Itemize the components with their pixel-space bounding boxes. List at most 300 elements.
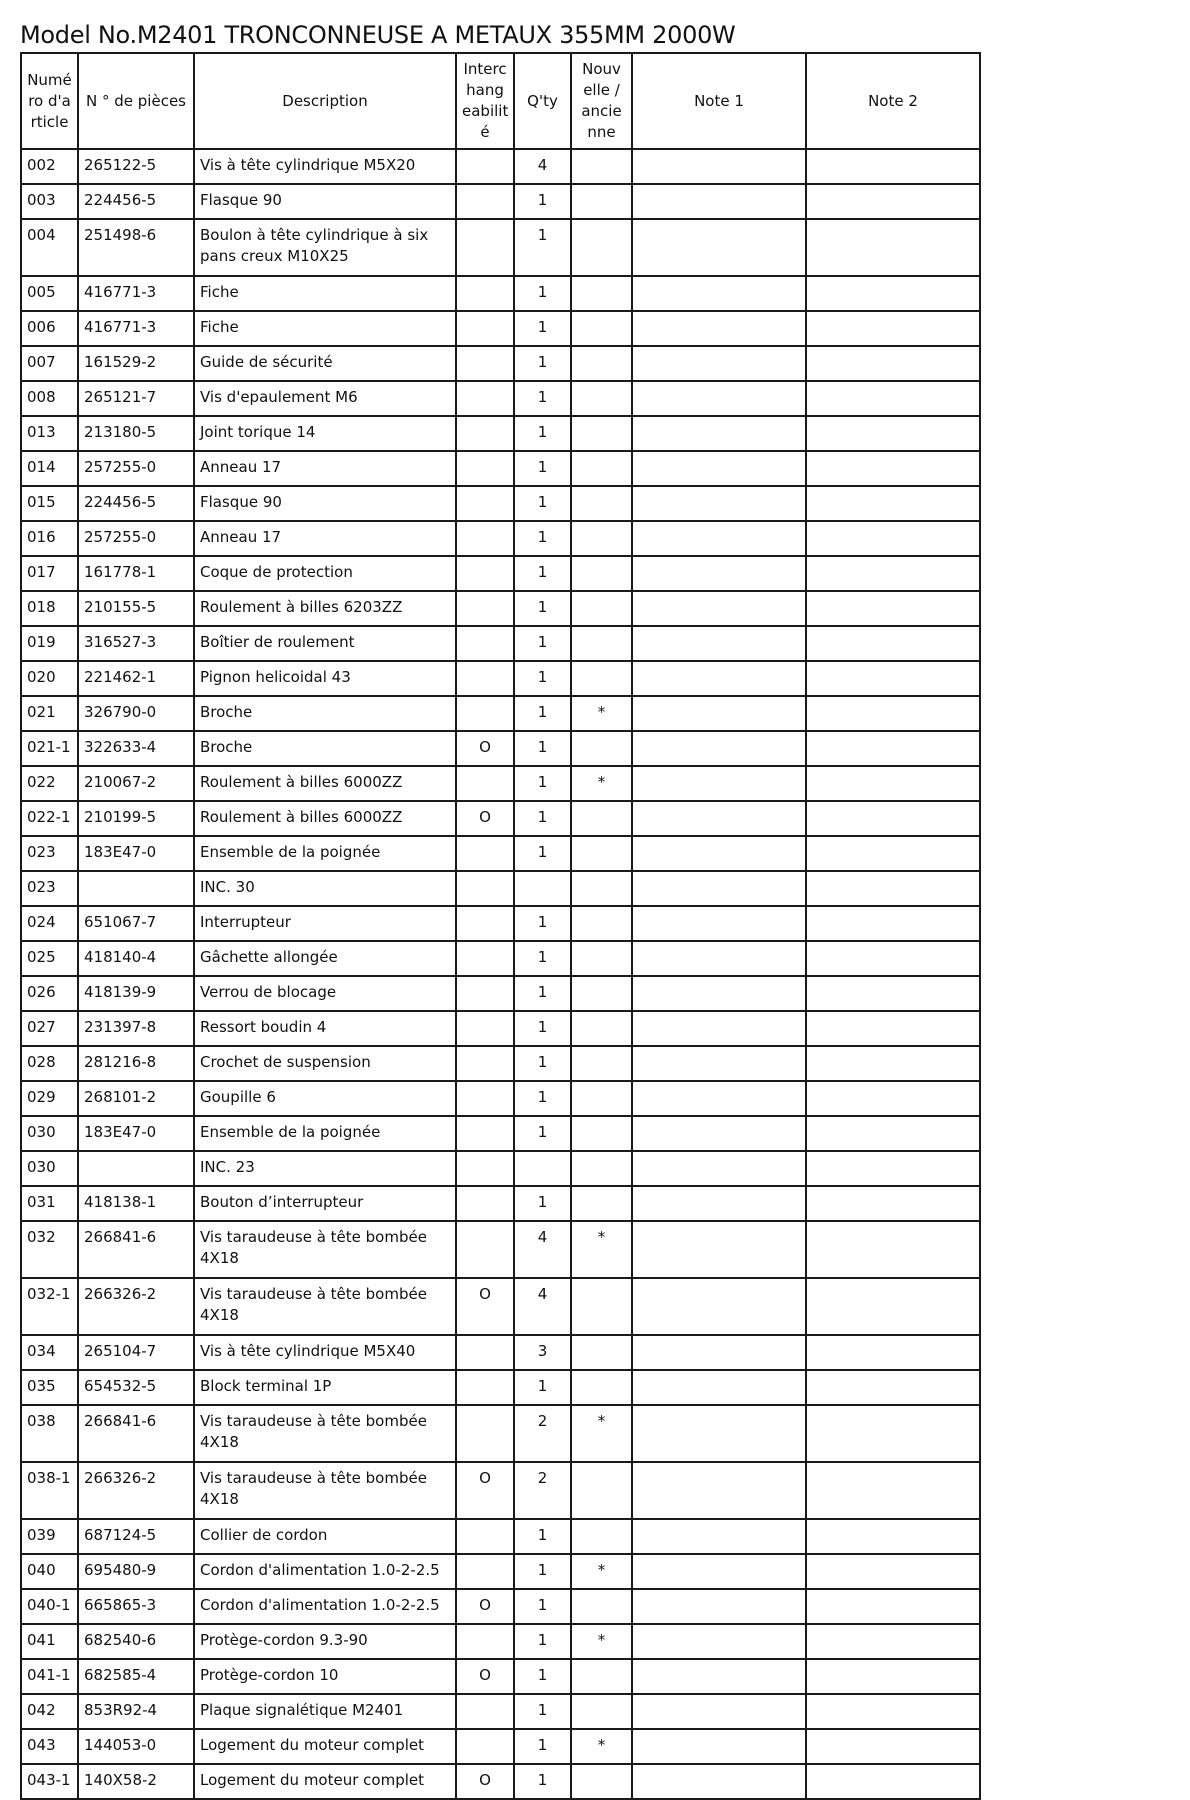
cell-description: Vis taraudeuse à tête bombée 4X18 — [194, 1278, 456, 1335]
cell-description: Fiche — [194, 276, 456, 311]
table-row — [21, 1729, 980, 1764]
cell-part-number: 266326-2 — [78, 1462, 194, 1519]
cell-item-number: 008 — [21, 381, 78, 416]
cell-note-2 — [806, 661, 980, 696]
cell-description: Ensemble de la poignée — [194, 836, 456, 871]
cell-quantity: 4 — [514, 149, 571, 184]
cell-part-number: 257255-0 — [78, 451, 194, 486]
cell-interchangeability — [456, 184, 514, 219]
cell-description: Ressort boudin 4 — [194, 1011, 456, 1046]
cell-note-1 — [632, 1764, 806, 1799]
cell-quantity: 1 — [514, 346, 571, 381]
cell-item-number: 038-1 — [21, 1462, 78, 1519]
table-row — [21, 451, 980, 486]
cell-note-1 — [632, 1081, 806, 1116]
cell-interchangeability: O — [456, 1589, 514, 1624]
cell-part-number: 687124-5 — [78, 1519, 194, 1554]
cell-part-number: 322633-4 — [78, 731, 194, 766]
cell-quantity: 1 — [514, 976, 571, 1011]
cell-part-number: 268101-2 — [78, 1081, 194, 1116]
cell-item-number: 018 — [21, 591, 78, 626]
cell-note-2 — [806, 1554, 980, 1589]
cell-note-1 — [632, 1335, 806, 1370]
table-row — [21, 1462, 980, 1519]
cell-item-number: 043 — [21, 1729, 78, 1764]
cell-interchangeability — [456, 1370, 514, 1405]
cell-quantity: 1 — [514, 766, 571, 801]
cell-item-number: 025 — [21, 941, 78, 976]
cell-quantity: 1 — [514, 1370, 571, 1405]
table-row — [21, 661, 980, 696]
table-row — [21, 521, 980, 556]
cell-interchangeability — [456, 591, 514, 626]
cell-note-2 — [806, 1694, 980, 1729]
cell-note-2 — [806, 486, 980, 521]
cell-interchangeability — [456, 416, 514, 451]
cell-item-number: 040 — [21, 1554, 78, 1589]
cell-interchangeability: O — [456, 1278, 514, 1335]
cell-note-2 — [806, 1370, 980, 1405]
cell-note-1 — [632, 1370, 806, 1405]
cell-quantity: 1 — [514, 1554, 571, 1589]
cell-part-number: 654532-5 — [78, 1370, 194, 1405]
cell-description: Fiche — [194, 311, 456, 346]
cell-new-old: * — [571, 696, 632, 731]
cell-interchangeability — [456, 1624, 514, 1659]
cell-interchangeability: O — [456, 801, 514, 836]
cell-part-number: 224456-5 — [78, 184, 194, 219]
cell-interchangeability: O — [456, 1659, 514, 1694]
table-row — [21, 556, 980, 591]
cell-note-2 — [806, 1221, 980, 1278]
cell-quantity: 1 — [514, 486, 571, 521]
table-row — [21, 871, 980, 906]
table-row — [21, 346, 980, 381]
table-row — [21, 1046, 980, 1081]
cell-item-number: 042 — [21, 1694, 78, 1729]
cell-part-number: 853R92-4 — [78, 1694, 194, 1729]
cell-item-number: 019 — [21, 626, 78, 661]
cell-quantity: 1 — [514, 276, 571, 311]
cell-new-old — [571, 1081, 632, 1116]
cell-part-number: 265121-7 — [78, 381, 194, 416]
cell-interchangeability — [456, 836, 514, 871]
cell-new-old — [571, 661, 632, 696]
cell-note-2 — [806, 836, 980, 871]
cell-description: Logement du moteur complet — [194, 1764, 456, 1799]
col-header-interchangeability: Interc hang eabilit é — [456, 53, 514, 149]
cell-description: Roulement à billes 6000ZZ — [194, 801, 456, 836]
cell-part-number: 418139-9 — [78, 976, 194, 1011]
cell-note-2 — [806, 1081, 980, 1116]
table-row — [21, 276, 980, 311]
cell-note-1 — [632, 486, 806, 521]
cell-note-1 — [632, 381, 806, 416]
cell-note-1 — [632, 626, 806, 661]
cell-interchangeability — [456, 1335, 514, 1370]
cell-note-2 — [806, 906, 980, 941]
cell-new-old — [571, 346, 632, 381]
cell-interchangeability — [456, 276, 514, 311]
cell-part-number: 281216-8 — [78, 1046, 194, 1081]
table-row — [21, 731, 980, 766]
table-row — [21, 1589, 980, 1624]
cell-quantity: 1 — [514, 1186, 571, 1221]
table-row — [21, 1186, 980, 1221]
cell-item-number: 013 — [21, 416, 78, 451]
cell-part-number: 695480-9 — [78, 1554, 194, 1589]
cell-description: Cordon d'alimentation 1.0-2-2.5 — [194, 1554, 456, 1589]
cell-interchangeability: O — [456, 1764, 514, 1799]
cell-item-number: 005 — [21, 276, 78, 311]
table-row — [21, 906, 980, 941]
cell-part-number: 210067-2 — [78, 766, 194, 801]
cell-note-2 — [806, 626, 980, 661]
table-row — [21, 1624, 980, 1659]
cell-note-2 — [806, 1151, 980, 1186]
cell-note-1 — [632, 1011, 806, 1046]
table-row — [21, 1554, 980, 1589]
cell-item-number: 032 — [21, 1221, 78, 1278]
cell-new-old — [571, 556, 632, 591]
table-row — [21, 184, 980, 219]
cell-note-1 — [632, 1462, 806, 1519]
cell-description: Collier de cordon — [194, 1519, 456, 1554]
cell-part-number: 210155-5 — [78, 591, 194, 626]
table-row — [21, 801, 980, 836]
cell-new-old — [571, 219, 632, 276]
cell-description: Crochet de suspension — [194, 1046, 456, 1081]
cell-note-2 — [806, 766, 980, 801]
cell-part-number: 266841-6 — [78, 1221, 194, 1278]
cell-interchangeability — [456, 346, 514, 381]
cell-quantity: 1 — [514, 906, 571, 941]
table-row — [21, 1116, 980, 1151]
cell-quantity: 1 — [514, 219, 571, 276]
cell-item-number: 022 — [21, 766, 78, 801]
cell-interchangeability — [456, 1405, 514, 1462]
cell-new-old — [571, 871, 632, 906]
cell-interchangeability: O — [456, 1462, 514, 1519]
table-row — [21, 696, 980, 731]
cell-item-number: 023 — [21, 871, 78, 906]
cell-note-2 — [806, 941, 980, 976]
cell-part-number: 265104-7 — [78, 1335, 194, 1370]
cell-interchangeability — [456, 1221, 514, 1278]
cell-description: Protège-cordon 9.3-90 — [194, 1624, 456, 1659]
cell-note-1 — [632, 416, 806, 451]
cell-note-2 — [806, 1764, 980, 1799]
cell-note-1 — [632, 556, 806, 591]
cell-part-number: 183E47-0 — [78, 836, 194, 871]
cell-interchangeability — [456, 556, 514, 591]
table-row — [21, 1370, 980, 1405]
cell-new-old — [571, 311, 632, 346]
cell-new-old — [571, 486, 632, 521]
cell-note-1 — [632, 311, 806, 346]
cell-part-number: 416771-3 — [78, 311, 194, 346]
table-row — [21, 1221, 980, 1278]
cell-interchangeability — [456, 626, 514, 661]
cell-new-old — [571, 906, 632, 941]
cell-new-old — [571, 149, 632, 184]
cell-new-old — [571, 1462, 632, 1519]
cell-description: Broche — [194, 696, 456, 731]
cell-note-2 — [806, 696, 980, 731]
cell-quantity: 1 — [514, 731, 571, 766]
cell-interchangeability — [456, 486, 514, 521]
cell-part-number: 213180-5 — [78, 416, 194, 451]
cell-interchangeability — [456, 149, 514, 184]
cell-item-number: 041 — [21, 1624, 78, 1659]
cell-description: Boulon à tête cylindrique à six pans creux M10X25 — [194, 219, 456, 276]
cell-part-number: 416771-3 — [78, 276, 194, 311]
cell-item-number: 035 — [21, 1370, 78, 1405]
cell-new-old — [571, 1278, 632, 1335]
cell-item-number: 028 — [21, 1046, 78, 1081]
table-row — [21, 486, 980, 521]
cell-item-number: 020 — [21, 661, 78, 696]
cell-item-number: 024 — [21, 906, 78, 941]
cell-description: Protège-cordon 10 — [194, 1659, 456, 1694]
cell-new-old — [571, 1335, 632, 1370]
cell-item-number: 041-1 — [21, 1659, 78, 1694]
cell-part-number: 316527-3 — [78, 626, 194, 661]
cell-note-2 — [806, 219, 980, 276]
cell-item-number: 030 — [21, 1151, 78, 1186]
cell-new-old — [571, 1764, 632, 1799]
cell-item-number: 016 — [21, 521, 78, 556]
table-row — [21, 1151, 980, 1186]
cell-interchangeability — [456, 1011, 514, 1046]
cell-note-1 — [632, 731, 806, 766]
cell-description: Vis à tête cylindrique M5X40 — [194, 1335, 456, 1370]
cell-new-old — [571, 521, 632, 556]
cell-part-number: 266326-2 — [78, 1278, 194, 1335]
cell-note-1 — [632, 976, 806, 1011]
cell-item-number: 007 — [21, 346, 78, 381]
cell-item-number: 026 — [21, 976, 78, 1011]
table-row — [21, 836, 980, 871]
cell-new-old: * — [571, 1729, 632, 1764]
cell-new-old — [571, 1116, 632, 1151]
cell-part-number: 161778-1 — [78, 556, 194, 591]
table-row — [21, 1694, 980, 1729]
cell-interchangeability — [456, 906, 514, 941]
cell-interchangeability — [456, 1694, 514, 1729]
table-row — [21, 416, 980, 451]
cell-new-old — [571, 1694, 632, 1729]
cell-quantity: 1 — [514, 626, 571, 661]
cell-quantity: 1 — [514, 1116, 571, 1151]
cell-note-2 — [806, 976, 980, 1011]
cell-part-number: 144053-0 — [78, 1729, 194, 1764]
col-header-description: Description — [194, 53, 456, 149]
page-title: Model No.M2401 TRONCONNEUSE A METAUX 355MM 2000W — [20, 21, 736, 49]
cell-item-number: 014 — [21, 451, 78, 486]
table-row — [21, 626, 980, 661]
cell-quantity: 3 — [514, 1335, 571, 1370]
cell-note-2 — [806, 346, 980, 381]
cell-interchangeability — [456, 311, 514, 346]
cell-note-1 — [632, 1221, 806, 1278]
cell-interchangeability — [456, 976, 514, 1011]
cell-new-old — [571, 976, 632, 1011]
cell-quantity — [514, 1151, 571, 1186]
cell-note-1 — [632, 1278, 806, 1335]
cell-new-old: * — [571, 1554, 632, 1589]
cell-description: Flasque 90 — [194, 486, 456, 521]
cell-note-1 — [632, 1624, 806, 1659]
cell-description: Coque de protection — [194, 556, 456, 591]
cell-description: Cordon d'alimentation 1.0-2-2.5 — [194, 1589, 456, 1624]
cell-interchangeability — [456, 219, 514, 276]
cell-interchangeability — [456, 451, 514, 486]
cell-description: Vis taraudeuse à tête bombée 4X18 — [194, 1462, 456, 1519]
cell-description: INC. 23 — [194, 1151, 456, 1186]
cell-item-number: 021 — [21, 696, 78, 731]
table-row — [21, 381, 980, 416]
cell-quantity: 1 — [514, 1046, 571, 1081]
cell-note-2 — [806, 1729, 980, 1764]
cell-note-2 — [806, 381, 980, 416]
cell-note-2 — [806, 556, 980, 591]
cell-part-number: 651067-7 — [78, 906, 194, 941]
cell-item-number: 023 — [21, 836, 78, 871]
cell-description: Vis d'epaulement M6 — [194, 381, 456, 416]
cell-quantity: 1 — [514, 416, 571, 451]
cell-quantity: 2 — [514, 1405, 571, 1462]
table-row — [21, 1659, 980, 1694]
cell-note-2 — [806, 1116, 980, 1151]
cell-part-number: 682585-4 — [78, 1659, 194, 1694]
cell-item-number: 039 — [21, 1519, 78, 1554]
cell-part-number: 210199-5 — [78, 801, 194, 836]
cell-item-number: 002 — [21, 149, 78, 184]
cell-item-number: 006 — [21, 311, 78, 346]
cell-new-old — [571, 836, 632, 871]
cell-description: Plaque signalétique M2401 — [194, 1694, 456, 1729]
cell-new-old — [571, 591, 632, 626]
cell-new-old — [571, 451, 632, 486]
cell-description: Broche — [194, 731, 456, 766]
cell-note-1 — [632, 1151, 806, 1186]
cell-note-2 — [806, 184, 980, 219]
table-row — [21, 311, 980, 346]
cell-interchangeability — [456, 696, 514, 731]
cell-part-number: 418138-1 — [78, 1186, 194, 1221]
cell-interchangeability: O — [456, 731, 514, 766]
cell-part-number: 418140-4 — [78, 941, 194, 976]
cell-quantity — [514, 871, 571, 906]
cell-item-number: 015 — [21, 486, 78, 521]
cell-new-old: * — [571, 1405, 632, 1462]
table-row — [21, 976, 980, 1011]
cell-quantity: 1 — [514, 696, 571, 731]
cell-interchangeability — [456, 1046, 514, 1081]
cell-note-2 — [806, 149, 980, 184]
cell-quantity: 1 — [514, 1519, 571, 1554]
cell-note-2 — [806, 1624, 980, 1659]
cell-part-number: 161529-2 — [78, 346, 194, 381]
cell-quantity: 1 — [514, 1081, 571, 1116]
cell-description: Boîtier de roulement — [194, 626, 456, 661]
cell-new-old: * — [571, 1624, 632, 1659]
cell-item-number: 021-1 — [21, 731, 78, 766]
col-header-item-number: Numé ro d'a rticle — [21, 53, 78, 149]
cell-description: Gâchette allongée — [194, 941, 456, 976]
cell-interchangeability — [456, 941, 514, 976]
col-header-note-2: Note 2 — [806, 53, 980, 149]
cell-new-old — [571, 381, 632, 416]
cell-item-number: 004 — [21, 219, 78, 276]
cell-note-2 — [806, 1405, 980, 1462]
cell-description: Pignon helicoidal 43 — [194, 661, 456, 696]
cell-note-2 — [806, 451, 980, 486]
cell-item-number: 003 — [21, 184, 78, 219]
cell-item-number: 030 — [21, 1116, 78, 1151]
cell-description: Bouton d’interrupteur — [194, 1186, 456, 1221]
cell-new-old — [571, 1370, 632, 1405]
cell-part-number: 665865-3 — [78, 1589, 194, 1624]
cell-note-1 — [632, 1046, 806, 1081]
table-row — [21, 941, 980, 976]
cell-note-1 — [632, 801, 806, 836]
cell-note-1 — [632, 1116, 806, 1151]
cell-interchangeability — [456, 381, 514, 416]
cell-item-number: 038 — [21, 1405, 78, 1462]
cell-item-number: 017 — [21, 556, 78, 591]
cell-quantity: 1 — [514, 184, 571, 219]
cell-note-1 — [632, 219, 806, 276]
cell-new-old — [571, 184, 632, 219]
cell-description: Joint torique 14 — [194, 416, 456, 451]
cell-note-2 — [806, 1046, 980, 1081]
cell-note-2 — [806, 416, 980, 451]
cell-description: Interrupteur — [194, 906, 456, 941]
cell-note-1 — [632, 1519, 806, 1554]
cell-note-1 — [632, 871, 806, 906]
cell-note-2 — [806, 1659, 980, 1694]
cell-part-number: 221462-1 — [78, 661, 194, 696]
cell-note-2 — [806, 731, 980, 766]
cell-note-1 — [632, 1405, 806, 1462]
cell-quantity: 1 — [514, 311, 571, 346]
cell-description: Ensemble de la poignée — [194, 1116, 456, 1151]
cell-item-number: 032-1 — [21, 1278, 78, 1335]
cell-note-2 — [806, 1519, 980, 1554]
cell-item-number: 043-1 — [21, 1764, 78, 1799]
cell-part-number — [78, 1151, 194, 1186]
cell-note-1 — [632, 766, 806, 801]
cell-note-2 — [806, 311, 980, 346]
cell-new-old — [571, 801, 632, 836]
cell-note-1 — [632, 1659, 806, 1694]
cell-description: Goupille 6 — [194, 1081, 456, 1116]
table-row — [21, 1519, 980, 1554]
cell-note-1 — [632, 149, 806, 184]
cell-quantity: 1 — [514, 661, 571, 696]
cell-note-1 — [632, 696, 806, 731]
cell-new-old — [571, 1519, 632, 1554]
cell-description: Roulement à billes 6203ZZ — [194, 591, 456, 626]
cell-note-2 — [806, 871, 980, 906]
cell-note-1 — [632, 521, 806, 556]
cell-part-number: 251498-6 — [78, 219, 194, 276]
cell-quantity: 1 — [514, 801, 571, 836]
cell-quantity: 1 — [514, 1589, 571, 1624]
cell-quantity: 1 — [514, 1729, 571, 1764]
